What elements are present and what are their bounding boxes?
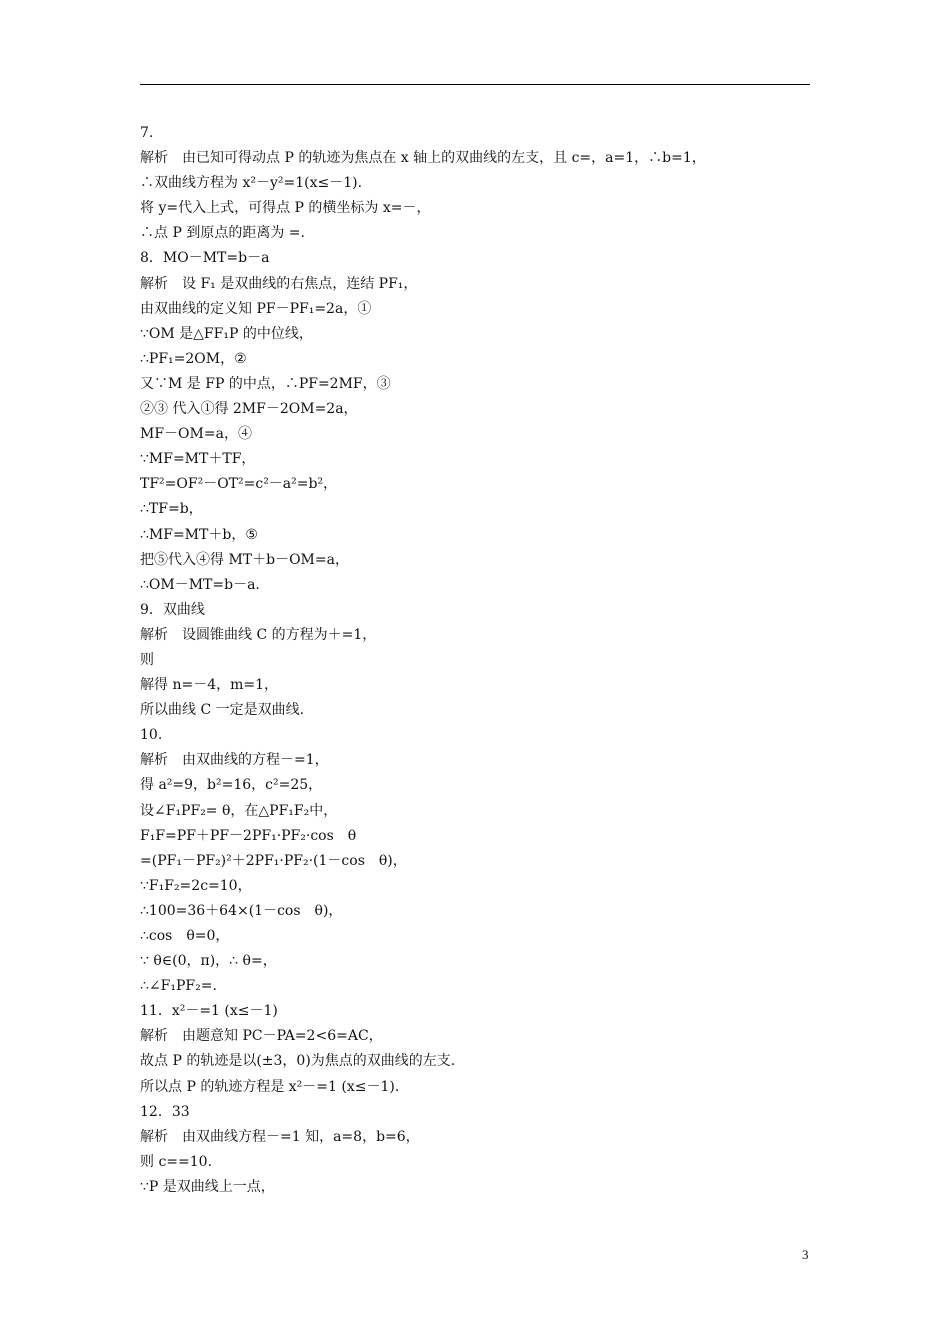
text-line: ∵OM 是△FF₁P 的中位线， <box>140 325 313 342</box>
text-line: 把⑤代入④得 MT＋b－OM=a， <box>140 551 349 568</box>
text-line: ②③ 代入①得 2MF－2OM=2a， <box>140 401 358 418</box>
text-line: 又∵M 是 FP 的中点，∴PF=2MF，③ <box>140 375 391 392</box>
text-line: 解析 由双曲线方程－=1 知，a=8，b=6， <box>140 1128 420 1145</box>
text-line: TF²=OF²－OT²=c²－a²=b²， <box>140 476 338 493</box>
text-line: 所以曲线 C 一定是双曲线. <box>140 702 305 719</box>
text-line: 由双曲线的定义知 PF－PF₁=2a，① <box>140 300 372 317</box>
text-line: 10. <box>140 727 163 744</box>
text-line: 解析 设圆锥曲线 C 的方程为＋=1， <box>140 626 377 643</box>
text-line: 将 y=代入上式，可得点 P 的横坐标为 x=－， <box>140 200 431 217</box>
text-line: 解析 由题意知 PC－PA=2<6=AC， <box>140 1028 383 1045</box>
text-line: F₁F=PF＋PF－2PF₁·PF₂·cos θ <box>140 827 357 844</box>
text-line: =(PF₁－PF₂)²＋2PF₁·PF₂·(1－cos θ)， <box>140 852 407 869</box>
text-line: ∴cos θ=0， <box>140 928 230 944</box>
text-line: 故点 P 的轨迹是以(±3，0)为焦点的双曲线的左支. <box>140 1053 456 1070</box>
solution-text <box>140 121 820 1200</box>
text-line: ∵ θ∈(0，π)，∴ θ=， <box>140 953 277 970</box>
text-line: ∴双曲线方程为 x²－y²=1(x≤－1). <box>140 175 363 192</box>
text-line: 则 c==10. <box>140 1153 213 1170</box>
page-number: 3 <box>802 1247 809 1262</box>
text-line: 则 <box>140 651 154 668</box>
text-line: 解得 n=－4，m=1， <box>140 677 279 694</box>
text-line: ∴点 P 到原点的距离为 =. <box>140 225 305 242</box>
text-line: ∴OM－MT=b－a. <box>140 576 260 593</box>
text-line: 设∠F₁PF₂= θ，在△PF₁F₂中， <box>140 802 338 819</box>
text-line: 解析 由已知可得动点 P 的轨迹为焦点在 x 轴上的双曲线的左支，且 c=，a=1，∴b=1， <box>140 150 706 167</box>
text-line: ∴TF=b， <box>140 501 203 518</box>
text-line: MF－OM=a，④ <box>140 426 252 443</box>
text-line: ∴MF=MT＋b，⑤ <box>140 526 258 543</box>
text-line: 解析 由双曲线的方程－=1， <box>140 752 329 769</box>
text-line: 9．双曲线 <box>140 601 205 618</box>
text-line: ∵F₁F₂=2c=10， <box>140 877 252 894</box>
header-rule <box>140 84 810 85</box>
text-line: 得 a²=9，b²=16，c²=25， <box>140 777 323 794</box>
text-line: 所以点 P 的轨迹方程是 x²－=1 (x≤－1). <box>140 1078 400 1095</box>
text-line: 解析 设 F₁ 是双曲线的右焦点，连结 PF₁， <box>140 275 418 292</box>
text-line: 12．33 <box>140 1103 190 1120</box>
text-line: 7. <box>140 125 154 141</box>
text-line: ∵P 是双曲线上一点， <box>140 1178 275 1195</box>
text-line: ∴PF₁=2OM，② <box>140 350 247 367</box>
text-line: ∴∠F₁PF₂=. <box>140 978 217 995</box>
text-line: ∵MF=MT＋TF， <box>140 451 256 468</box>
text-line: 8．MO－MT=b－a <box>140 250 270 267</box>
text-line: ∴100=36＋64×(1－cos θ)， <box>140 902 343 919</box>
text-line: 11．x²－=1 (x≤－1) <box>140 1003 278 1020</box>
